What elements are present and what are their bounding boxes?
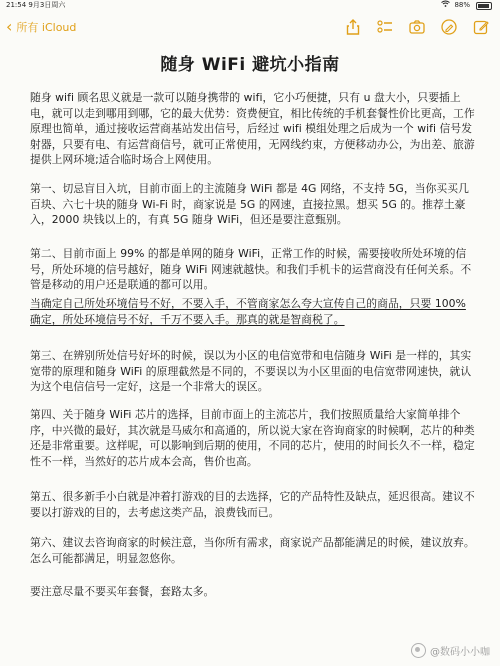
status-time: 21:54 — [6, 1, 27, 9]
paragraph-third: 第三、在辨别所处信号好坏的时候，误以为小区的电信宽带和电信随身 WiFi 是一样的，其实宽带的原理和随身 WiFi 的原理截然是不同的，不要误以为小区里面的电信宽带网速快，就认为这个电信信号一定好，这是一个非常大的误区。 — [30, 349, 472, 394]
back-label: 所有 iCloud — [16, 21, 77, 34]
status-bar — [0, 0, 500, 11]
status-date: 9月3日周六 — [28, 1, 66, 9]
paragraph-second-underlined: 当确定自己所处环境信号不好，不要入手，不管商家怎么夸大宣传自己的商品，只要 100% 确定，所处环境信号不好，千万不要入手。那真的就是智商税了。 — [30, 297, 466, 326]
watermark-text: @数码小小咖 — [430, 647, 490, 658]
note-title: 随身 WiFi 避坑小指南 — [160, 55, 340, 75]
battery-percent: 88% — [454, 1, 470, 9]
share-icon — [344, 18, 362, 36]
compose-icon — [472, 18, 490, 36]
battery-icon — [476, 2, 492, 10]
paragraph-seventh: 要注意尽量不要买年套餐，套路太多。 — [30, 585, 215, 598]
compose-button[interactable] — [470, 16, 492, 38]
camera-icon — [408, 18, 426, 36]
markup-icon — [440, 18, 458, 36]
watermark — [411, 643, 490, 658]
paragraph-fifth: 第五、很多新手小白就是冲着打游戏的目的去选择，它的产品特性及缺点，延迟很高。建议不要以打游戏的目的，去考虑这类产品，浪费钱而已。 — [30, 490, 475, 519]
paragraph-second: 第二、目前市面上 99% 的都是单网的随身 WiFi，正常工作的时候，需要接收所处环境的信号，所处环境的信号越好，随身 WiFi 网速就越快。和我们手机卡的运营商没有任何关系。不管是移动的用户还是联通的都可以用。 — [30, 247, 472, 292]
status-right — [441, 0, 492, 11]
back-button[interactable] — [6, 17, 76, 37]
checklist-button[interactable] — [374, 16, 396, 38]
paragraph-intro: 随身 wifi 顾名思义就是一款可以随身携带的 wifi，它小巧便捷，只有 u 盘大小，只要插上电，就可以走到哪用到哪，它的最大优势：资费便宜，相比传统的手机套餐性价比更高，工作原理也简单，通过接收运营商基站发出信号，后经过 wifi 模组处理之后成为一个 wifi 信号发射器，只要有电、有运营商信号，就可正常使用，无网线约束，方便移动办公，为出差、旅游提供上网环境;适合临时场合上网使用。 — [30, 91, 475, 167]
paragraph-fourth: 第四、关于随身 WiFi 芯片的选择，目前市面上的主流芯片，我们按照质量给大家简单排个序，中兴微的最好，其次就是马威尔和高通的，所以说大家在咨询商家的时候啊，芯片的种类还是非常重要。这样呢，可以影响到后期的使用，不同的芯片，使用的时间长久不一样，稳定性不一样，当然好的芯片成本会高，售价也高。 — [30, 408, 475, 468]
markup-button[interactable] — [438, 16, 460, 38]
paragraph-first: 第一、切忌盲目入坑，目前市面上的主流随身 WiFi 都是 4G 网络，不支持 5G，当你买买几百块、六七十块的随身 Wi-Fi 时，商家说是 5G 的网速，直接拉黑。想买 5G 的。推荐土豪入，2000 块钱以上的，有真 5G 随身 WiFi，但还是要注意甄别。 — [30, 182, 469, 227]
chevron-left-icon: ‹ — [6, 17, 13, 36]
camera-button[interactable] — [406, 16, 428, 38]
watermark-logo-icon — [411, 643, 426, 658]
checklist-icon — [376, 18, 394, 36]
share-button[interactable] — [342, 16, 364, 38]
wifi-icon — [441, 0, 450, 11]
notes-toolbar — [0, 11, 500, 43]
toolbar-actions — [342, 16, 492, 38]
status-time-date — [6, 0, 65, 11]
paragraph-sixth: 第六、建议去咨询商家的时候注意，当你所有需求，商家说产品都能满足的时候，建议放弃。怎么可能都满足，明显忽悠你。 — [30, 536, 475, 565]
